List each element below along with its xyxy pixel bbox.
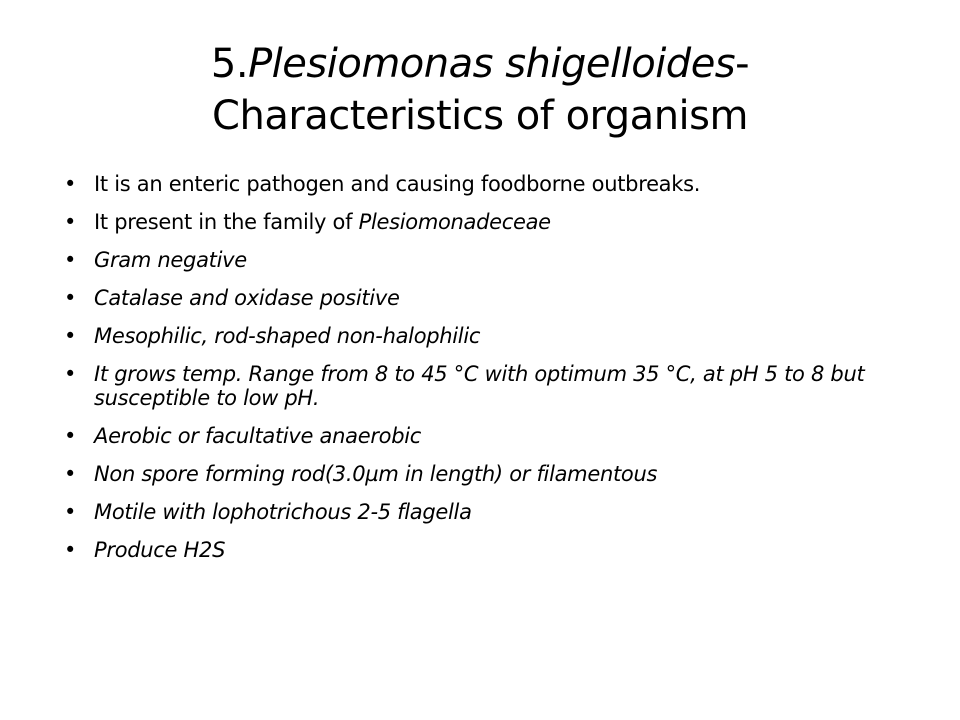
bullet-text: It grows temp. Range from 8 to 45 °C with optimum 35 °C, at pH 5 to 8 but susceptible to low pH. xyxy=(94,362,865,410)
bullet-item xyxy=(64,324,934,348)
bullet-italic-text: Plesiomonadeceae xyxy=(358,210,551,234)
title-species: Plesiomonas shigelloides xyxy=(248,41,736,87)
bullet-text: It is an enteric pathogen and causing foodborne outbreaks. xyxy=(94,172,701,196)
bullet-text: Catalase and oxidase positive xyxy=(94,286,400,310)
bullet-text: It present in the family of xyxy=(94,210,359,234)
bullet-item xyxy=(64,462,934,486)
bullet-icon: • xyxy=(64,500,77,524)
title-line-1 xyxy=(60,38,900,90)
slide-title xyxy=(60,38,900,142)
bullet-item xyxy=(64,172,934,196)
bullet-icon: • xyxy=(64,462,77,486)
bullet-text: Mesophilic, rod-shaped non-halophilic xyxy=(94,324,481,348)
bullet-icon: • xyxy=(64,172,77,196)
bullet-icon: • xyxy=(64,538,77,562)
bullet-text: Aerobic or facultative anaerobic xyxy=(94,424,422,448)
bullet-text: Non spore forming rod(3.0µm in length) or filamentous xyxy=(94,462,658,486)
bullet-text: Gram negative xyxy=(94,248,247,272)
bullet-text: Produce H2S xyxy=(94,538,226,562)
bullet-icon: • xyxy=(64,362,77,386)
title-dash: - xyxy=(735,41,750,87)
bullet-icon: • xyxy=(64,424,77,448)
title-number: 5. xyxy=(210,41,249,87)
bullet-icon: • xyxy=(64,324,77,348)
bullet-item xyxy=(64,286,934,310)
bullet-text: Motile with lophotrichous 2-5 flagella xyxy=(94,500,472,524)
bullet-item xyxy=(64,210,934,234)
bullet-icon: • xyxy=(64,286,77,310)
bullet-item xyxy=(64,424,934,448)
bullet-list xyxy=(64,172,934,576)
bullet-item xyxy=(64,362,934,410)
bullet-item xyxy=(64,500,934,524)
bullet-item xyxy=(64,248,934,272)
title-line-2: Characteristics of organism xyxy=(212,93,748,139)
bullet-icon: • xyxy=(64,248,77,272)
bullet-item xyxy=(64,538,934,562)
bullet-icon: • xyxy=(64,210,77,234)
